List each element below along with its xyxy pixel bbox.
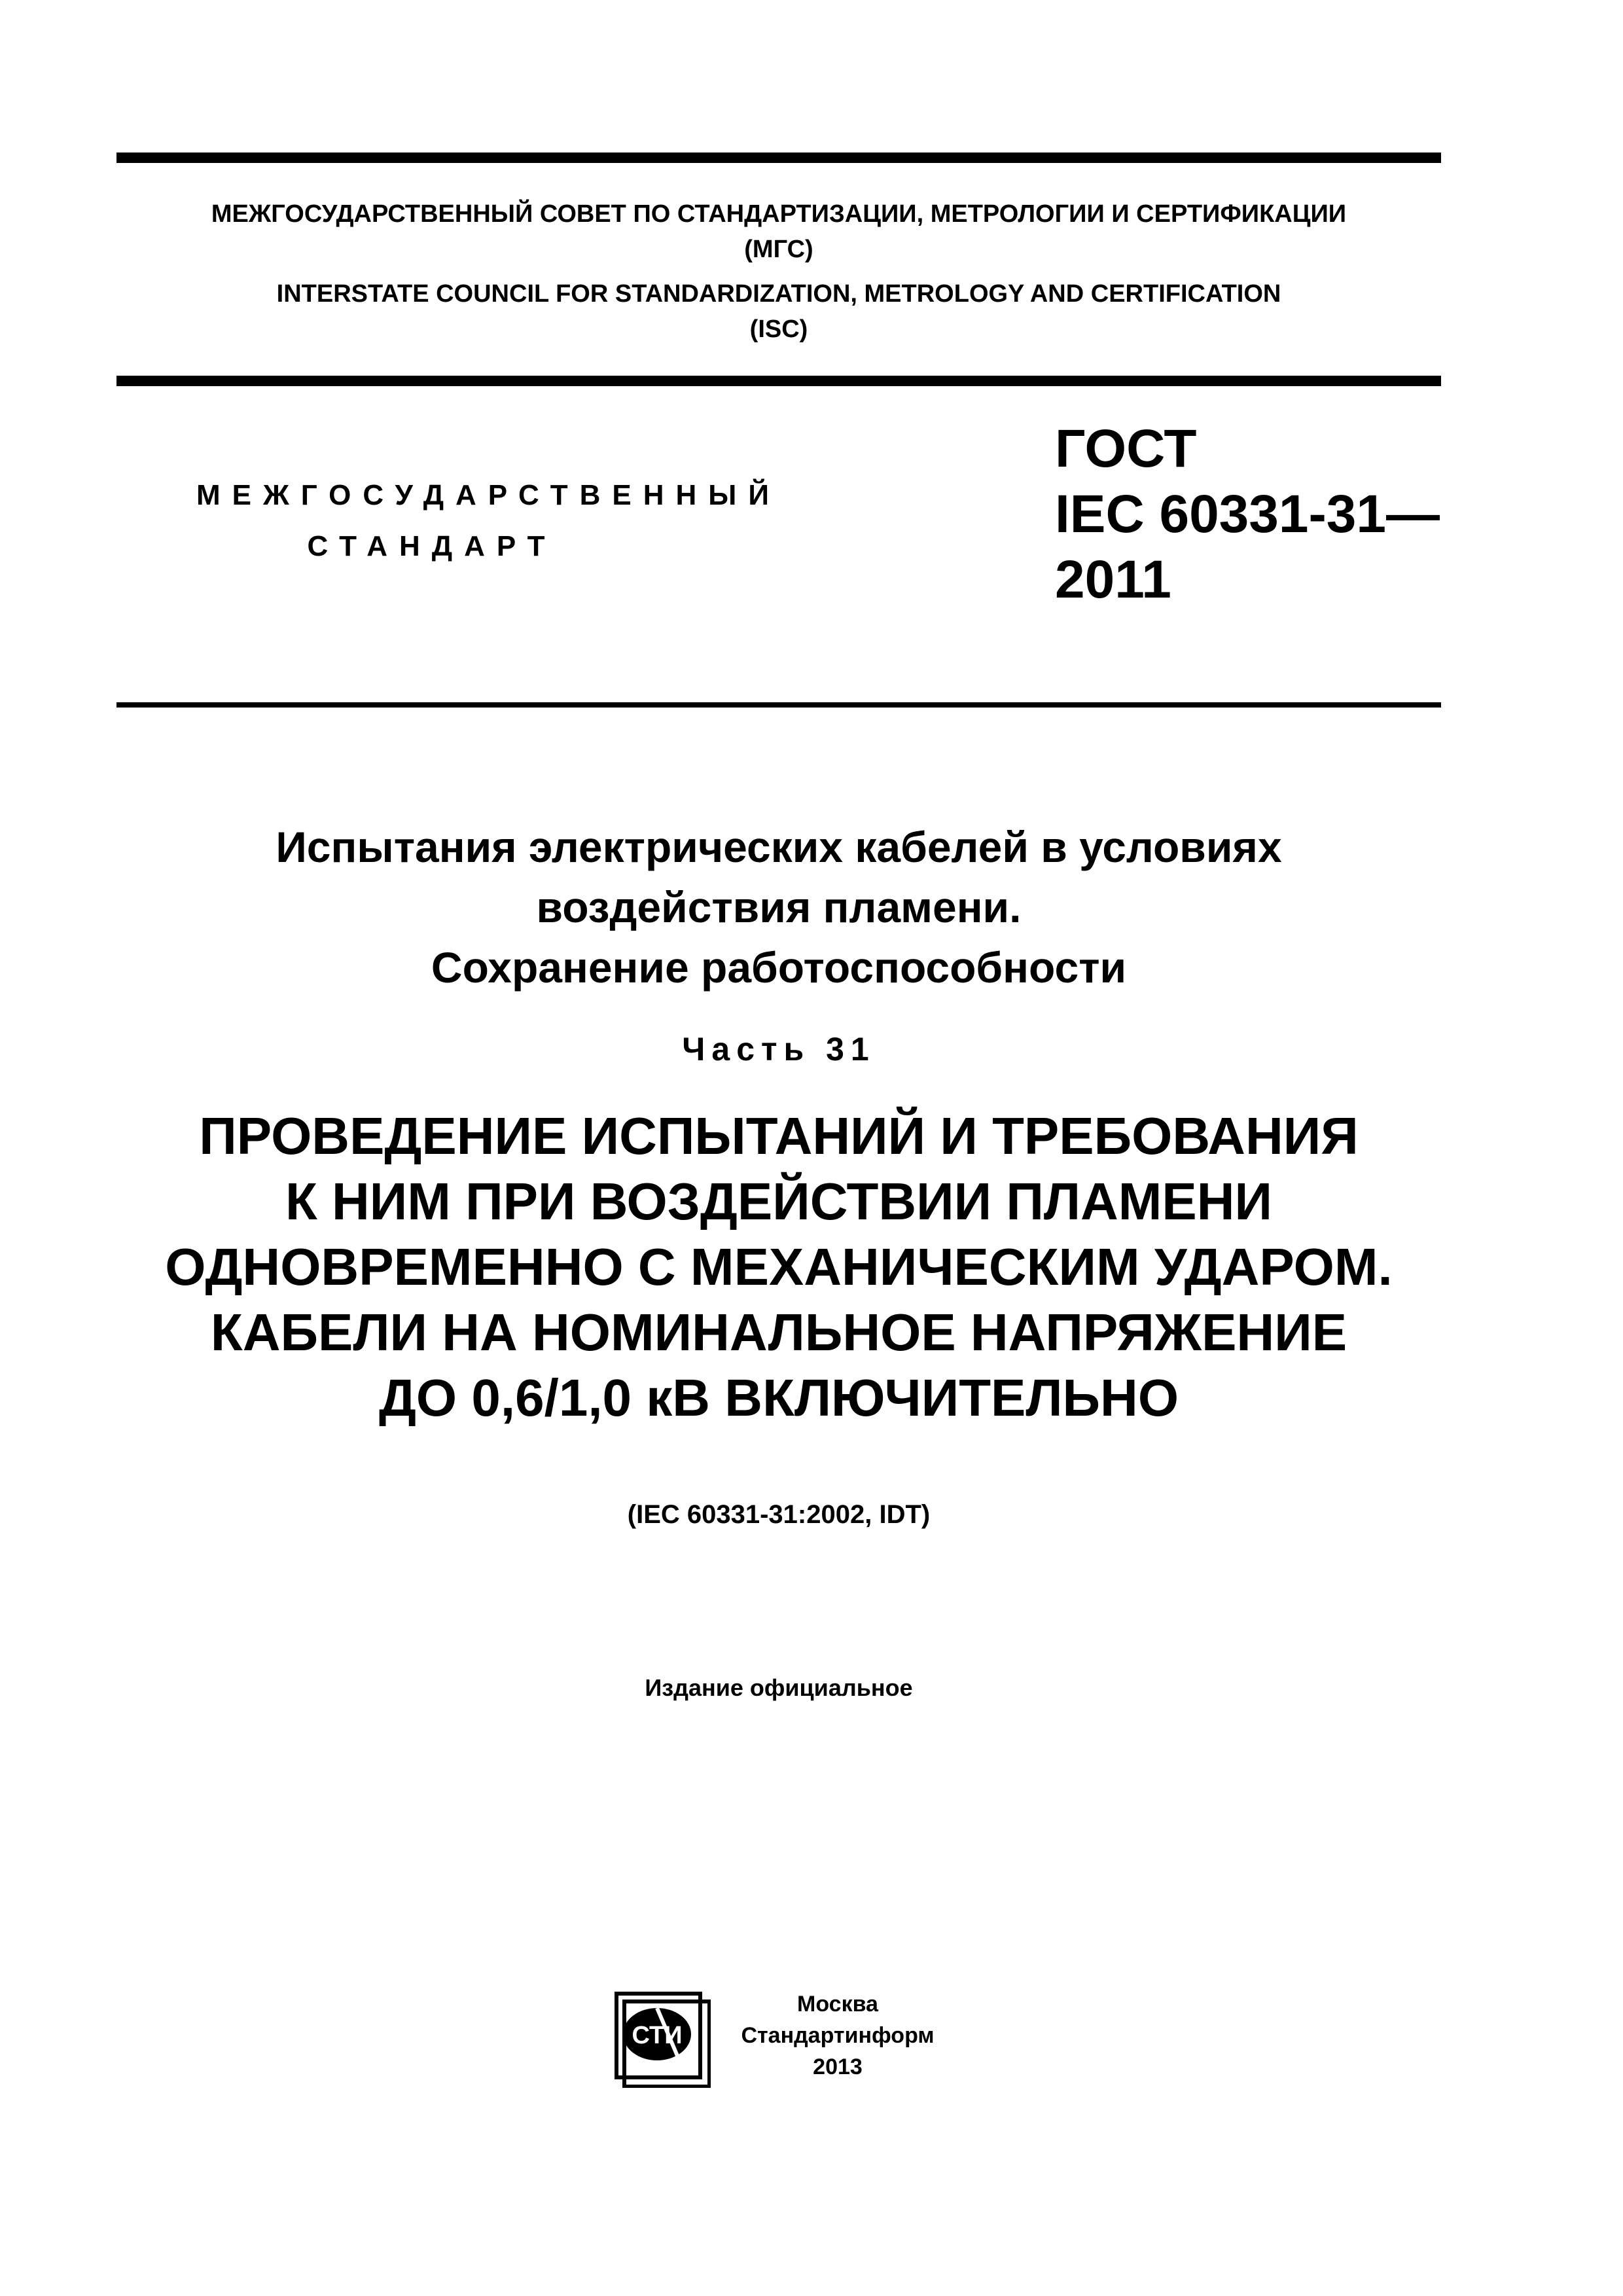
subtitle-line: ПРОВЕДЕНИЕ ИСПЫТАНИЙ И ТРЕБОВАНИЯ bbox=[199, 1107, 1359, 1165]
designation-gost: ГОСТ bbox=[1055, 419, 1197, 478]
header-rule bbox=[116, 376, 1441, 386]
document-subtitle bbox=[116, 1103, 1441, 1431]
designation-rule bbox=[116, 702, 1441, 708]
council-name-ru bbox=[116, 196, 1441, 267]
edition-label: Издание официальное bbox=[645, 1674, 913, 1701]
council-abbrev-ru: (МГС) bbox=[744, 236, 813, 263]
publisher-city: Москва bbox=[797, 1992, 878, 2017]
publisher-name: Стандартинформ bbox=[741, 2023, 935, 2048]
logo-text: СТИ bbox=[632, 2022, 683, 2049]
standard-designation bbox=[1055, 416, 1440, 613]
document-title bbox=[116, 817, 1441, 997]
subtitle-line: ОДНОВРЕМЕННО С МЕХАНИЧЕСКИМ УДАРОМ. bbox=[165, 1238, 1393, 1296]
top-rule bbox=[116, 152, 1441, 163]
council-name-en bbox=[116, 276, 1441, 347]
publisher-block bbox=[720, 1988, 955, 2083]
subtitle-line: К НИМ ПРИ ВОЗДЕЙСТВИИ ПЛАМЕНИ bbox=[285, 1172, 1273, 1230]
subtitle-line: КАБЕЛИ НА НОМИНАЛЬНОЕ НАПРЯЖЕНИЕ bbox=[210, 1303, 1347, 1361]
subtitle-line: ДО 0,6/1,0 кВ ВКЛЮЧИТЕЛЬНО bbox=[378, 1369, 1179, 1427]
title-line: воздействия пламени. bbox=[536, 883, 1022, 931]
part-label: Часть 31 bbox=[682, 1031, 876, 1067]
designation-year: 2011 bbox=[1055, 550, 1171, 609]
standard-type bbox=[196, 470, 781, 572]
standard-type-line1: МЕЖГОСУДАРСТВЕННЫЙ bbox=[196, 479, 781, 511]
iec-reference: (IEC 60331-31:2002, IDT) bbox=[627, 1500, 931, 1529]
council-abbrev-en: (ISC) bbox=[749, 315, 808, 343]
designation-number: IEC 60331-31— bbox=[1055, 484, 1440, 544]
title-line: Сохранение работоспособности bbox=[431, 943, 1127, 992]
council-name-en-line: INTERSTATE COUNCIL FOR STANDARDIZATION, METROLOGY AND CERTIFICATION bbox=[276, 280, 1281, 308]
publisher-year: 2013 bbox=[813, 2054, 863, 2079]
council-name-ru-line: МЕЖГОСУДАРСТВЕННЫЙ СОВЕТ ПО СТАНДАРТИЗАЦИИ, МЕТРОЛОГИИ И СЕРТИФИКАЦИИ bbox=[211, 200, 1347, 228]
title-line: Испытания электрических кабелей в условиях bbox=[276, 823, 1282, 871]
standartinform-logo-icon bbox=[614, 1991, 711, 2088]
standard-type-line2: СТАНДАРТ bbox=[307, 530, 557, 562]
